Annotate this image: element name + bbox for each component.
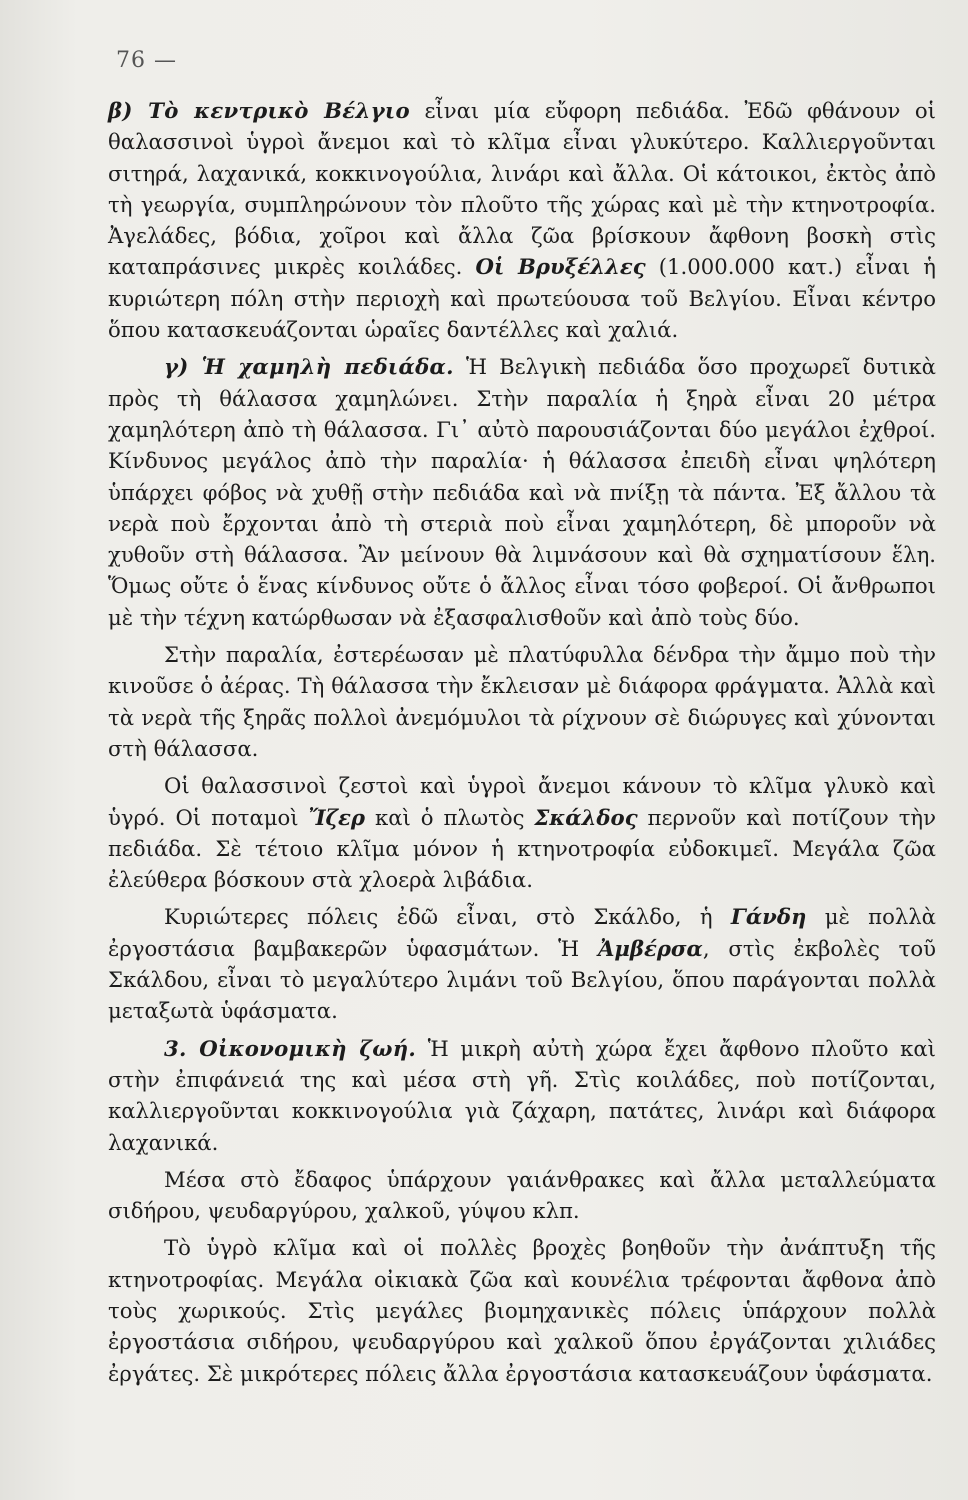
place-name: Ἀμβέρσα bbox=[597, 935, 703, 961]
text-run: εἶναι μία εὔφορη πεδιάδα. Ἐδῶ φθάνουν οἱ θαλασσινοὶ ὑγροὶ ἄνεμοι καὶ τὸ κλῖμα εἶναι γλυκύτερο. Καλλιεργοῦνται σιτηρά, λαχανικά, κοκκινογούλια, λινάρι καὶ ἄλλα. Οἱ κάτοικοι, ἐκτὸς ἀπὸ τὴ γεωργία, συμπληρώνουν τὸν πλοῦτο τῆς χώρας καὶ μὲ τὴν κτηνοτροφία. Ἀγελάδες, βόδια, χοῖροι καὶ ἄλλα ζῶα βρίσκουν ἄφθονη βοσκὴ στὶς καταπράσινες μικρὲς κοιλάδες. bbox=[108, 98, 936, 280]
text-run: Οἱ θαλασσινοὶ ζεστοὶ καὶ ὑγροὶ ἄνεμοι κάνουν τὸ κλῖμα γλυκὸ καὶ ὑγρό. Οἱ ποταμοὶ bbox=[108, 773, 936, 830]
paragraph-main-cities bbox=[108, 901, 936, 1026]
section-heading: β) Τὸ κεντρικὸ Βέλγιο bbox=[108, 98, 410, 123]
section-heading: γ) Ἡ χαμηλὴ πεδιάδα. bbox=[164, 354, 454, 380]
paragraph-central-belgium bbox=[108, 95, 936, 345]
paragraph-low-plain bbox=[108, 351, 936, 633]
text-run: , στὶς ἐκβολὲς τοῦ Σκάλδου, εἶναι τὸ μεγαλύτερο λιμάνι τοῦ Βελγίου, ὅπου παράγονται πολλὰ μεταξωτὰ ὑφάσματα. bbox=[108, 935, 936, 1024]
paragraph-economic-life bbox=[108, 1033, 936, 1158]
text-run: Ἡ μικρὴ αὐτὴ χώρα ἔχει ἄφθονο πλοῦτο καὶ στὴν ἐπιφάνειά της καὶ μέσα στὴ γῆ. Στὶς κοιλάδες, ποὺ ποτίζονται, καλλιεργοῦνται κοκκινογούλια γιὰ ζάχαρη, πατάτες, λινάρι καὶ διάφορα λαχανικά. bbox=[108, 1035, 936, 1155]
place-name: Οἱ Βρυξέλλες bbox=[475, 254, 646, 280]
text-run: καὶ ὁ πλωτὸς bbox=[365, 804, 535, 830]
section-heading: 3. Οἰκονομικὴ ζωή. bbox=[164, 1035, 417, 1061]
paragraph-livestock-industry bbox=[108, 1232, 936, 1388]
text-run: Τὸ ὑγρὸ κλῖμα καὶ οἱ πολλὲς βροχὲς βοηθοῦν τὴν ἀνάπτυξη τῆς κτηνοτροφίας. Μεγάλα οἰκιακὰ ζῶα καὶ κουνέλια τρέφονται ἄφθονα ἀπὸ τοὺς χωρικούς. Στὶς μεγάλες βιομηχανικὲς πόλεις ὑπάρχουν πολλὰ ἐργοστάσια σιδήρου, ψευδαργύρου καὶ χαλκοῦ ὅπου ἐργάζονται χιλιάδες ἐργάτες. Σὲ μικρότερες πόλεις ἄλλα ἐργοστάσια κατασκευάζουν ὑφάσματα. bbox=[108, 1235, 936, 1386]
paragraph-coast-defense bbox=[108, 639, 936, 764]
page-number: 76 — bbox=[116, 48, 177, 73]
place-name: Σκάλδος bbox=[534, 804, 638, 830]
text-run: περνοῦν καὶ ποτίζουν τὴν πεδιάδα. Σὲ τέτοιο κλῖμα μόνον ἡ κτηνοτροφία εὐδοκιμεῖ. Μεγάλα ζῶα ἐλεύθερα βόσκουν στὰ χλοερὰ λιβάδια. bbox=[108, 804, 937, 893]
paragraph-winds-rivers bbox=[108, 770, 936, 895]
text-run: Ἡ Βελγικὴ πεδιάδα ὅσο προχωρεῖ δυτικὰ πρὸς τὴ θάλασσα χαμηλώνει. Στὴν παραλία ἡ ξηρὰ εἶναι 20 μέτρα χαμηλότερη ἀπὸ τὴ θάλασσα. Γι᾿ αὐτὸ παρουσιάζονται δύο μεγάλοι ἐχθροί. Κίνδυνος μεγάλος ἀπὸ τὴν παραλία· ἡ θάλασσα ἐπειδὴ εἶναι ψηλότερη ὑπάρχει φόβος νὰ χυθῇ στὴν πεδιάδα καὶ νὰ πνίξῃ τὰ πάντα. Ἐξ ἄλλου τὰ νερὰ ποὺ ἔρχονται ἀπὸ τὴ στεριὰ ποὺ εἶναι χαμηλότερη, δὲ μποροῦν νὰ χυθοῦν στὴ θάλασσα. Ἂν μείνουν θὰ λιμνάσουν καὶ θὰ σχηματίσουν ἕλη. Ὅμως οὔτε ὁ ἕνας κίνδυνος οὔτε ὁ ἄλλος εἶναι τόσο φοβεροί. Οἱ ἄνθρωποι μὲ τὴν τέχνη κατώρθωσαν νὰ ἐξασφαλισθοῦν καὶ ἀπὸ τοὺς δύο. bbox=[108, 354, 936, 630]
text-run: Κυριώτερες πόλεις ἐδῶ εἶναι, στὸ Σκάλδο, ἡ bbox=[164, 904, 731, 930]
text-run: (1.000.000 κατ.) εἶναι ἡ κυριώτερη πόλη στὴν περιοχὴ καὶ πρωτεύουσα τοῦ Βελγίου. Εἶναι κέντρο ὅπου κατασκευάζονται ὡραῖες δαντέλλες καὶ χαλιά. bbox=[108, 254, 936, 343]
text-run: Μέσα στὸ ἔδαφος ὑπάρχουν γαιάνθρακες καὶ ἄλλα μεταλλεύματα σιδήρου, ψευδαργύρου, χαλκοῦ, γύψου κλπ. bbox=[108, 1166, 936, 1224]
place-name: Γάνδη bbox=[730, 904, 807, 930]
text-run: μὲ πολλὰ ἐργοστάσια βαμβακερῶν ὑφασμάτων. Ἡ bbox=[108, 904, 936, 961]
paragraph-minerals bbox=[108, 1164, 936, 1227]
text-run: Στὴν παραλία, ἐστερέωσαν μὲ πλατύφυλλα δένδρα τὴν ἄμμο ποὺ τὴν κινοῦσε ὁ ἀέρας. Τὴ θάλασσα τὴν ἔκλεισαν μὲ διάφορα φράγματα. Ἀλλὰ καὶ τὰ νερὰ τῆς ξηρᾶς πολλοὶ ἀνεμόμυλοι τὰ ρίχνουν σὲ διώρυγες καὶ χύνονται στὴ θάλασσα. bbox=[108, 642, 936, 761]
place-name: Ἴζερ bbox=[308, 804, 366, 830]
